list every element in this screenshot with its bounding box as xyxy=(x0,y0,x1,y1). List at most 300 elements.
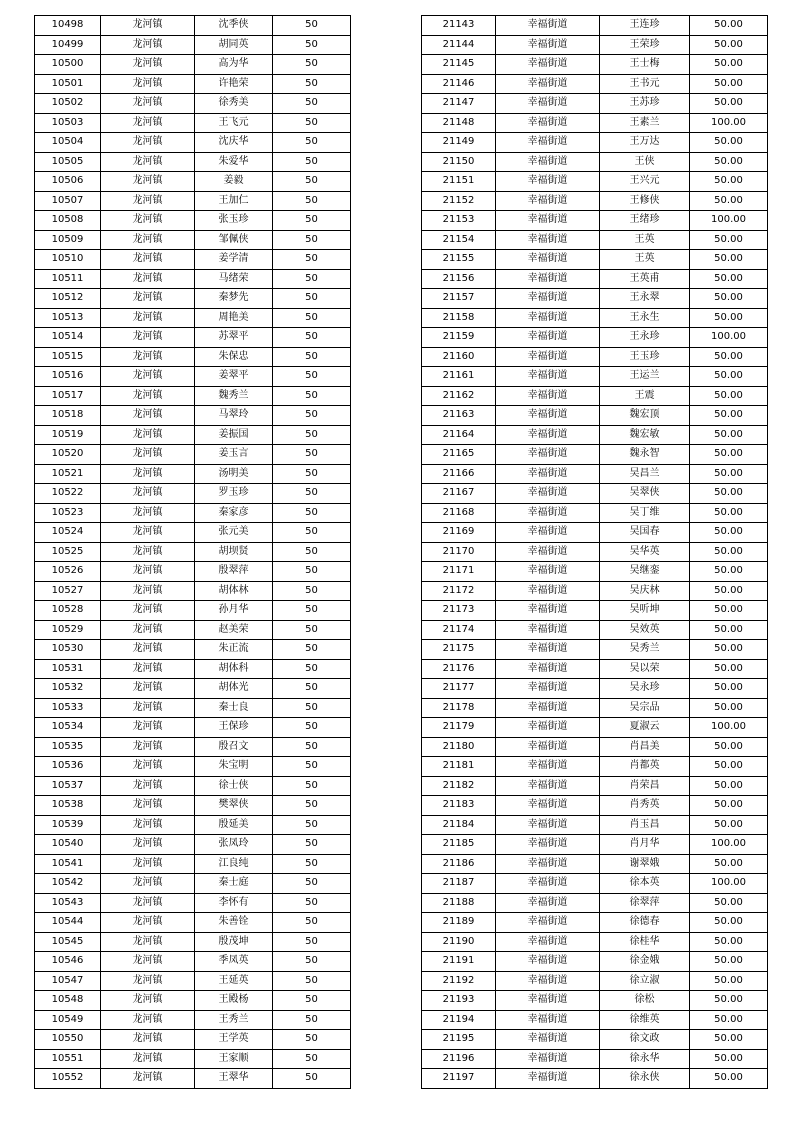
amount-cell: 50 xyxy=(273,874,351,894)
table-row xyxy=(422,562,768,582)
row-number-cell: 21168 xyxy=(422,503,496,523)
town-cell: 幸福街道 xyxy=(496,308,600,328)
amount-cell: 50.00 xyxy=(690,74,768,94)
amount-cell: 50 xyxy=(273,757,351,777)
name-cell: 吴永珍 xyxy=(600,679,690,699)
table-row xyxy=(35,445,351,465)
table-row xyxy=(35,35,351,55)
town-cell: 幸福街道 xyxy=(496,796,600,816)
town-cell: 幸福街道 xyxy=(496,484,600,504)
row-number-cell: 10552 xyxy=(35,1069,101,1089)
amount-cell: 50 xyxy=(273,445,351,465)
name-cell: 许艳荣 xyxy=(195,74,273,94)
name-cell: 王英 xyxy=(600,250,690,270)
town-cell: 幸福街道 xyxy=(496,386,600,406)
table-row xyxy=(35,893,351,913)
amount-cell: 50 xyxy=(273,230,351,250)
name-cell: 王永生 xyxy=(600,308,690,328)
town-cell: 幸福街道 xyxy=(496,406,600,426)
amount-cell: 50.00 xyxy=(690,133,768,153)
row-number-cell: 10523 xyxy=(35,503,101,523)
row-number-cell: 21196 xyxy=(422,1049,496,1069)
row-number-cell: 21177 xyxy=(422,679,496,699)
name-cell: 徐翠萍 xyxy=(600,893,690,913)
table-row xyxy=(35,581,351,601)
table-row xyxy=(422,523,768,543)
row-number-cell: 21181 xyxy=(422,757,496,777)
amount-cell: 50.00 xyxy=(690,152,768,172)
amount-cell: 50 xyxy=(273,971,351,991)
row-number-cell: 21162 xyxy=(422,386,496,406)
row-number-cell: 21156 xyxy=(422,269,496,289)
town-cell: 幸福街道 xyxy=(496,445,600,465)
table-row xyxy=(35,698,351,718)
town-cell: 龙河镇 xyxy=(101,698,195,718)
name-cell: 王英 xyxy=(600,230,690,250)
row-number-cell: 21180 xyxy=(422,737,496,757)
name-cell: 赵美荣 xyxy=(195,620,273,640)
amount-cell: 50.00 xyxy=(690,347,768,367)
table-row xyxy=(35,796,351,816)
amount-cell: 50.00 xyxy=(690,893,768,913)
table-row xyxy=(422,55,768,75)
amount-cell: 50 xyxy=(273,601,351,621)
table-row xyxy=(35,386,351,406)
name-cell: 肖都英 xyxy=(600,757,690,777)
row-number-cell: 21153 xyxy=(422,211,496,231)
amount-cell: 50 xyxy=(273,55,351,75)
table-row xyxy=(422,406,768,426)
amount-cell: 50 xyxy=(273,1049,351,1069)
town-cell: 幸福街道 xyxy=(496,659,600,679)
row-number-cell: 10501 xyxy=(35,74,101,94)
row-number-cell: 21179 xyxy=(422,718,496,738)
name-cell: 张凤玲 xyxy=(195,835,273,855)
name-cell: 徐德春 xyxy=(600,913,690,933)
row-number-cell: 10516 xyxy=(35,367,101,387)
name-cell: 王殿杨 xyxy=(195,991,273,1011)
amount-cell: 50.00 xyxy=(690,562,768,582)
row-number-cell: 10500 xyxy=(35,55,101,75)
amount-cell: 50.00 xyxy=(690,952,768,972)
name-cell: 吴秀兰 xyxy=(600,640,690,660)
name-cell: 魏永智 xyxy=(600,445,690,465)
amount-cell: 50 xyxy=(273,991,351,1011)
row-number-cell: 21165 xyxy=(422,445,496,465)
town-cell: 幸福街道 xyxy=(496,1010,600,1030)
table-row xyxy=(35,269,351,289)
amount-cell: 100.00 xyxy=(690,328,768,348)
name-cell: 徐桂华 xyxy=(600,932,690,952)
name-cell: 王兴元 xyxy=(600,172,690,192)
name-cell: 魏秀兰 xyxy=(195,386,273,406)
row-number-cell: 21146 xyxy=(422,74,496,94)
name-cell: 吴听坤 xyxy=(600,601,690,621)
town-cell: 幸福街道 xyxy=(496,757,600,777)
row-number-cell: 10532 xyxy=(35,679,101,699)
row-number-cell: 21155 xyxy=(422,250,496,270)
town-cell: 幸福街道 xyxy=(496,230,600,250)
amount-cell: 50.00 xyxy=(690,230,768,250)
town-cell: 龙河镇 xyxy=(101,562,195,582)
row-number-cell: 21186 xyxy=(422,854,496,874)
amount-cell: 50.00 xyxy=(690,971,768,991)
table-row xyxy=(422,952,768,972)
table-row xyxy=(422,503,768,523)
town-cell: 龙河镇 xyxy=(101,172,195,192)
amount-cell: 50.00 xyxy=(690,1010,768,1030)
table-row xyxy=(35,347,351,367)
row-number-cell: 10510 xyxy=(35,250,101,270)
name-cell: 姜翠平 xyxy=(195,367,273,387)
table-row xyxy=(422,35,768,55)
amount-cell: 50 xyxy=(273,386,351,406)
table-row xyxy=(35,562,351,582)
name-cell: 王苏珍 xyxy=(600,94,690,114)
table-row xyxy=(422,932,768,952)
table-row xyxy=(35,328,351,348)
table-row xyxy=(422,776,768,796)
row-number-cell: 21163 xyxy=(422,406,496,426)
table-row xyxy=(422,659,768,679)
name-cell: 王秀兰 xyxy=(195,1010,273,1030)
town-cell: 龙河镇 xyxy=(101,55,195,75)
town-cell: 幸福街道 xyxy=(496,55,600,75)
row-number-cell: 21184 xyxy=(422,815,496,835)
name-cell: 徐秀美 xyxy=(195,94,273,114)
row-number-cell: 21194 xyxy=(422,1010,496,1030)
town-cell: 幸福街道 xyxy=(496,328,600,348)
table-row xyxy=(422,620,768,640)
right-roster-table xyxy=(421,15,768,1089)
amount-cell: 50 xyxy=(273,932,351,952)
amount-cell: 50 xyxy=(273,464,351,484)
town-cell: 龙河镇 xyxy=(101,425,195,445)
row-number-cell: 10549 xyxy=(35,1010,101,1030)
row-number-cell: 10525 xyxy=(35,542,101,562)
row-number-cell: 21175 xyxy=(422,640,496,660)
town-cell: 幸福街道 xyxy=(496,776,600,796)
amount-cell: 50 xyxy=(273,698,351,718)
table-row xyxy=(35,74,351,94)
amount-cell: 50 xyxy=(273,269,351,289)
name-cell: 徐永华 xyxy=(600,1049,690,1069)
name-cell: 徐维英 xyxy=(600,1010,690,1030)
town-cell: 龙河镇 xyxy=(101,523,195,543)
table-row xyxy=(35,289,351,309)
row-number-cell: 10505 xyxy=(35,152,101,172)
amount-cell: 50 xyxy=(273,659,351,679)
name-cell: 吴效英 xyxy=(600,620,690,640)
table-row xyxy=(35,815,351,835)
town-cell: 幸福街道 xyxy=(496,718,600,738)
row-number-cell: 10540 xyxy=(35,835,101,855)
name-cell: 秦士良 xyxy=(195,698,273,718)
name-cell: 王永翠 xyxy=(600,289,690,309)
table-row xyxy=(422,425,768,445)
row-number-cell: 21145 xyxy=(422,55,496,75)
row-number-cell: 21182 xyxy=(422,776,496,796)
name-cell: 樊翠侠 xyxy=(195,796,273,816)
row-number-cell: 10507 xyxy=(35,191,101,211)
row-number-cell: 10514 xyxy=(35,328,101,348)
row-number-cell: 10498 xyxy=(35,16,101,36)
row-number-cell: 21191 xyxy=(422,952,496,972)
table-row xyxy=(35,367,351,387)
amount-cell: 50.00 xyxy=(690,854,768,874)
table-row xyxy=(422,191,768,211)
town-cell: 幸福街道 xyxy=(496,932,600,952)
town-cell: 龙河镇 xyxy=(101,445,195,465)
name-cell: 徐永侠 xyxy=(600,1069,690,1089)
town-cell: 龙河镇 xyxy=(101,640,195,660)
row-number-cell: 10539 xyxy=(35,815,101,835)
table-row xyxy=(35,191,351,211)
town-cell: 龙河镇 xyxy=(101,347,195,367)
town-cell: 龙河镇 xyxy=(101,35,195,55)
row-number-cell: 21185 xyxy=(422,835,496,855)
name-cell: 秦梦先 xyxy=(195,289,273,309)
table-row xyxy=(35,679,351,699)
amount-cell: 50.00 xyxy=(690,581,768,601)
name-cell: 周艳美 xyxy=(195,308,273,328)
name-cell: 魏宏敏 xyxy=(600,425,690,445)
amount-cell: 50.00 xyxy=(690,815,768,835)
row-number-cell: 21154 xyxy=(422,230,496,250)
town-cell: 幸福街道 xyxy=(496,679,600,699)
table-row xyxy=(35,406,351,426)
town-cell: 幸福街道 xyxy=(496,1030,600,1050)
name-cell: 王加仁 xyxy=(195,191,273,211)
row-number-cell: 10512 xyxy=(35,289,101,309)
row-number-cell: 10521 xyxy=(35,464,101,484)
name-cell: 殷召文 xyxy=(195,737,273,757)
town-cell: 幸福街道 xyxy=(496,913,600,933)
name-cell: 胡体科 xyxy=(195,659,273,679)
table-row xyxy=(422,152,768,172)
town-cell: 幸福街道 xyxy=(496,737,600,757)
row-number-cell: 10533 xyxy=(35,698,101,718)
amount-cell: 50 xyxy=(273,74,351,94)
table-row xyxy=(422,269,768,289)
amount-cell: 50 xyxy=(273,913,351,933)
town-cell: 幸福街道 xyxy=(496,874,600,894)
town-cell: 幸福街道 xyxy=(496,94,600,114)
amount-cell: 50 xyxy=(273,835,351,855)
row-number-cell: 10528 xyxy=(35,601,101,621)
name-cell: 徐文政 xyxy=(600,1030,690,1050)
table-row xyxy=(35,1030,351,1050)
town-cell: 龙河镇 xyxy=(101,464,195,484)
town-cell: 龙河镇 xyxy=(101,893,195,913)
table-row xyxy=(35,484,351,504)
amount-cell: 50 xyxy=(273,796,351,816)
town-cell: 龙河镇 xyxy=(101,367,195,387)
left-roster-body xyxy=(35,16,351,1089)
town-cell: 幸福街道 xyxy=(496,698,600,718)
amount-cell: 50 xyxy=(273,308,351,328)
amount-cell: 50.00 xyxy=(690,542,768,562)
amount-cell: 50 xyxy=(273,679,351,699)
town-cell: 龙河镇 xyxy=(101,1049,195,1069)
table-row xyxy=(35,55,351,75)
table-row xyxy=(422,250,768,270)
table-row xyxy=(422,74,768,94)
amount-cell: 50.00 xyxy=(690,679,768,699)
row-number-cell: 10546 xyxy=(35,952,101,972)
table-row xyxy=(422,1049,768,1069)
amount-cell: 100.00 xyxy=(690,718,768,738)
row-number-cell: 21150 xyxy=(422,152,496,172)
name-cell: 吴华英 xyxy=(600,542,690,562)
table-row xyxy=(35,640,351,660)
table-row xyxy=(422,133,768,153)
name-cell: 吴宗品 xyxy=(600,698,690,718)
town-cell: 幸福街道 xyxy=(496,269,600,289)
row-number-cell: 10509 xyxy=(35,230,101,250)
table-row xyxy=(35,659,351,679)
row-number-cell: 10548 xyxy=(35,991,101,1011)
table-row xyxy=(422,796,768,816)
amount-cell: 50.00 xyxy=(690,523,768,543)
table-row xyxy=(35,523,351,543)
amount-cell: 50.00 xyxy=(690,601,768,621)
amount-cell: 50 xyxy=(273,1069,351,1089)
town-cell: 幸福街道 xyxy=(496,971,600,991)
name-cell: 王绪珍 xyxy=(600,211,690,231)
row-number-cell: 10511 xyxy=(35,269,101,289)
town-cell: 龙河镇 xyxy=(101,406,195,426)
town-cell: 幸福街道 xyxy=(496,16,600,36)
table-row xyxy=(35,133,351,153)
name-cell: 姜学清 xyxy=(195,250,273,270)
row-number-cell: 21148 xyxy=(422,113,496,133)
row-number-cell: 10551 xyxy=(35,1049,101,1069)
town-cell: 龙河镇 xyxy=(101,542,195,562)
name-cell: 马绪荣 xyxy=(195,269,273,289)
row-number-cell: 10499 xyxy=(35,35,101,55)
amount-cell: 50 xyxy=(273,250,351,270)
town-cell: 幸福街道 xyxy=(496,172,600,192)
table-row xyxy=(35,601,351,621)
left-roster-table xyxy=(34,15,351,1089)
name-cell: 肖秀英 xyxy=(600,796,690,816)
name-cell: 肖昌美 xyxy=(600,737,690,757)
amount-cell: 50.00 xyxy=(690,640,768,660)
row-number-cell: 21193 xyxy=(422,991,496,1011)
town-cell: 幸福街道 xyxy=(496,991,600,1011)
town-cell: 龙河镇 xyxy=(101,815,195,835)
town-cell: 龙河镇 xyxy=(101,250,195,270)
table-row xyxy=(35,542,351,562)
name-cell: 王士梅 xyxy=(600,55,690,75)
town-cell: 龙河镇 xyxy=(101,386,195,406)
row-number-cell: 10529 xyxy=(35,620,101,640)
table-row xyxy=(422,854,768,874)
town-cell: 幸福街道 xyxy=(496,250,600,270)
amount-cell: 50.00 xyxy=(690,191,768,211)
row-number-cell: 21157 xyxy=(422,289,496,309)
name-cell: 王侠 xyxy=(600,152,690,172)
town-cell: 幸福街道 xyxy=(496,133,600,153)
table-row xyxy=(35,308,351,328)
town-cell: 龙河镇 xyxy=(101,230,195,250)
town-cell: 幸福街道 xyxy=(496,640,600,660)
row-number-cell: 10504 xyxy=(35,133,101,153)
amount-cell: 50.00 xyxy=(690,406,768,426)
table-row xyxy=(422,1069,768,1089)
amount-cell: 50.00 xyxy=(690,289,768,309)
amount-cell: 50.00 xyxy=(690,386,768,406)
row-number-cell: 10534 xyxy=(35,718,101,738)
amount-cell: 50 xyxy=(273,347,351,367)
town-cell: 幸福街道 xyxy=(496,464,600,484)
table-row xyxy=(35,250,351,270)
table-row xyxy=(422,640,768,660)
amount-cell: 50 xyxy=(273,718,351,738)
town-cell: 幸福街道 xyxy=(496,815,600,835)
name-cell: 王延英 xyxy=(195,971,273,991)
table-row xyxy=(422,991,768,1011)
name-cell: 吴丁维 xyxy=(600,503,690,523)
table-row xyxy=(422,113,768,133)
amount-cell: 50.00 xyxy=(690,35,768,55)
row-number-cell: 21144 xyxy=(422,35,496,55)
table-row xyxy=(35,952,351,972)
amount-cell: 50.00 xyxy=(690,269,768,289)
table-row xyxy=(422,211,768,231)
row-number-cell: 10531 xyxy=(35,659,101,679)
row-number-cell: 21151 xyxy=(422,172,496,192)
name-cell: 胡坝贤 xyxy=(195,542,273,562)
amount-cell: 50.00 xyxy=(690,308,768,328)
row-number-cell: 10530 xyxy=(35,640,101,660)
amount-cell: 50 xyxy=(273,16,351,36)
name-cell: 王素兰 xyxy=(600,113,690,133)
amount-cell: 50.00 xyxy=(690,659,768,679)
amount-cell: 50 xyxy=(273,406,351,426)
amount-cell: 50 xyxy=(273,1030,351,1050)
table-row xyxy=(422,835,768,855)
row-number-cell: 21189 xyxy=(422,913,496,933)
amount-cell: 50 xyxy=(273,893,351,913)
name-cell: 朱善铨 xyxy=(195,913,273,933)
name-cell: 殷茂坤 xyxy=(195,932,273,952)
name-cell: 江良纯 xyxy=(195,854,273,874)
town-cell: 龙河镇 xyxy=(101,1030,195,1050)
name-cell: 肖荣昌 xyxy=(600,776,690,796)
table-row xyxy=(35,854,351,874)
town-cell: 龙河镇 xyxy=(101,503,195,523)
amount-cell: 50 xyxy=(273,542,351,562)
town-cell: 龙河镇 xyxy=(101,289,195,309)
table-row xyxy=(35,211,351,231)
row-number-cell: 21143 xyxy=(422,16,496,36)
name-cell: 王翠华 xyxy=(195,1069,273,1089)
table-row xyxy=(35,1069,351,1089)
row-number-cell: 10543 xyxy=(35,893,101,913)
row-number-cell: 10538 xyxy=(35,796,101,816)
name-cell: 吴昌兰 xyxy=(600,464,690,484)
amount-cell: 50 xyxy=(273,581,351,601)
name-cell: 吴翠侠 xyxy=(600,484,690,504)
name-cell: 王万达 xyxy=(600,133,690,153)
row-number-cell: 10537 xyxy=(35,776,101,796)
town-cell: 龙河镇 xyxy=(101,679,195,699)
name-cell: 季凤英 xyxy=(195,952,273,972)
table-row xyxy=(422,815,768,835)
name-cell: 朱爱华 xyxy=(195,152,273,172)
